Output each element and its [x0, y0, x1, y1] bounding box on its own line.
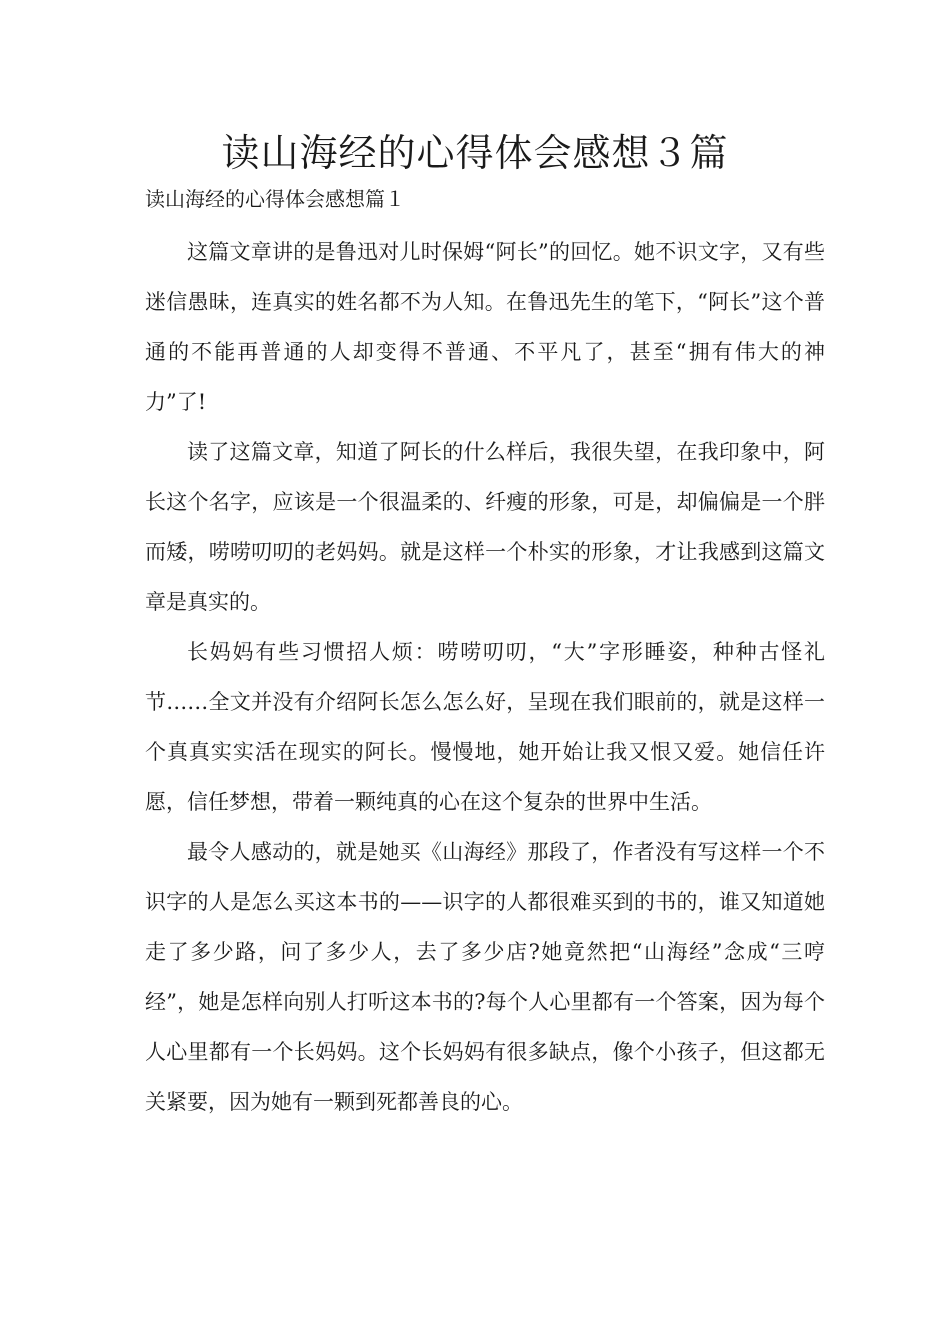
paragraph-1: 这篇文章讲的是鲁迅对儿时保姆“阿长”的回忆。她不识文字，又有些迷信愚昧，连真实的姓名都不为人知。在鲁迅先生的笔下，“阿长”这个普通的不能再普通的人却变得不普通、不平凡了，甚至“拥有伟大的神力”了! — [145, 240, 825, 414]
document-body — [145, 227, 825, 1127]
document-title: 读山海经的心得体会感想３篇 — [221, 131, 729, 175]
section-heading: 读山海经的心得体会感想篇１ — [145, 187, 405, 211]
paragraph-4: 最令人感动的，就是她买《山海经》那段了，作者没有写这样一个不识字的人是怎么买这本书的——识字的人都很难买到的书的，谁又知道她走了多少路，问了多少人，去了多少店?她竟然把“山海经”念成“三哼经”，她是怎样向别人打听这本书的?每个人心里都有一个答案，因为每个人心里都有一个长妈妈。这个长妈妈有很多缺点，像个小孩子，但这都无关紧要，因为她有一颗到死都善良的心。 — [145, 840, 825, 1114]
paragraph-2: 读了这篇文章，知道了阿长的什么样后，我很失望，在我印象中，阿长这个名字，应该是一个很温柔的、纤瘦的形象，可是，却偏偏是一个胖而矮，唠唠叨叨的老妈妈。就是这样一个朴实的形象，才让我感到这篇文章是真实的。 — [145, 440, 825, 614]
paragraph-3: 长妈妈有些习惯招人烦：唠唠叨叨，“大”字形睡姿，种种古怪礼节……全文并没有介绍阿长怎么怎么好，呈现在我们眼前的，就是这样一个真真实实活在现实的阿长。慢慢地，她开始让我又恨又爱。她信任许愿，信任梦想，带着一颗纯真的心在这个复杂的世界中生活。 — [145, 640, 825, 814]
